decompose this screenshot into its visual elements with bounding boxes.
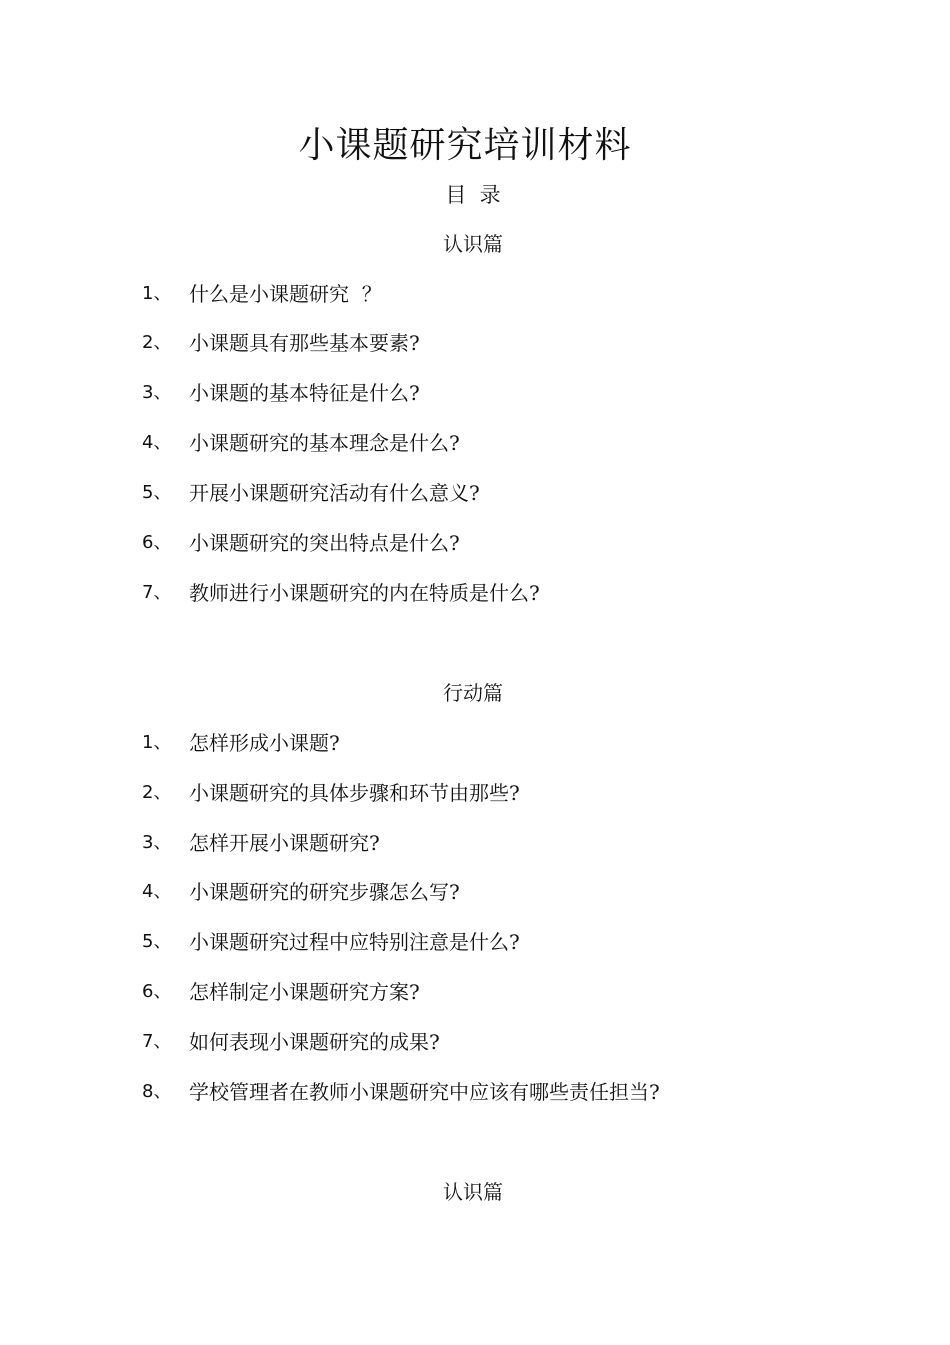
toc-item-text: 教师进行小课题研究的内在特质是什么? — [189, 581, 540, 605]
toc-item-number: 5、 — [142, 931, 172, 952]
toc-item-number: 2、 — [142, 782, 172, 803]
toc-item-number: 4、 — [142, 432, 172, 453]
toc-item-number: 1、 — [142, 732, 172, 753]
toc-item-number: 4、 — [142, 881, 172, 902]
toc-item — [142, 478, 842, 508]
toc-item — [142, 728, 842, 758]
section-heading-recognition-body: 认识篇 — [443, 1180, 503, 1204]
toc-item-number: 3、 — [142, 832, 172, 853]
toc-item — [142, 828, 842, 858]
section-heading-recognition: 认识篇 — [443, 232, 503, 256]
toc-item-text: 小课题研究的研究步骤怎么写? — [189, 880, 460, 904]
toc-item — [142, 877, 842, 907]
toc-item — [142, 428, 842, 458]
toc-item-text: 开展小课题研究活动有什么意义? — [189, 481, 480, 505]
toc-item — [142, 528, 842, 558]
toc-item-number: 8、 — [142, 1081, 172, 1102]
toc-item — [142, 778, 842, 808]
toc-item-number: 7、 — [142, 1031, 172, 1052]
toc-item-text: 小课题研究的具体步骤和环节由那些? — [189, 781, 520, 805]
toc-item-text: 如何表现小课题研究的成果? — [189, 1030, 440, 1054]
toc-item — [142, 378, 842, 408]
toc-item — [142, 578, 842, 608]
toc-item — [142, 328, 842, 358]
toc-item-number: 6、 — [142, 532, 172, 553]
toc-item-text: 小课题研究的突出特点是什么? — [189, 531, 460, 555]
toc-item-text: 学校管理者在教师小课题研究中应该有哪些责任担当? — [189, 1080, 660, 1104]
toc-item-number: 3、 — [142, 382, 172, 403]
toc-item-text: 怎样开展小课题研究? — [189, 831, 380, 855]
toc-item-number: 1、 — [142, 283, 172, 304]
toc-item — [142, 927, 842, 957]
toc-item-text: 小课题研究的基本理念是什么? — [189, 431, 460, 455]
document-title: 小课题研究培训材料 — [298, 125, 632, 166]
toc-item-text: 小课题的基本特征是什么? — [189, 381, 420, 405]
toc-item-text: 怎样形成小课题? — [189, 731, 340, 755]
toc-item-text: 小课题具有那些基本要素? — [189, 331, 420, 355]
toc-heading: 目 录 — [445, 183, 501, 207]
toc-item-number: 6、 — [142, 981, 172, 1002]
toc-item-number: 2、 — [142, 332, 172, 353]
toc-item-text: 小课题研究过程中应特别注意是什么? — [189, 930, 520, 954]
toc-item-text: 怎样制定小课题研究方案? — [189, 980, 420, 1004]
section-heading-action: 行动篇 — [443, 681, 503, 705]
toc-item-number: 7、 — [142, 582, 172, 603]
toc-item — [142, 1027, 842, 1057]
toc-item-text: 什么是小课题研究 ？ — [189, 282, 382, 306]
toc-item — [142, 279, 842, 309]
toc-item-number: 5、 — [142, 482, 172, 503]
toc-item — [142, 1077, 842, 1107]
toc-item — [142, 977, 842, 1007]
